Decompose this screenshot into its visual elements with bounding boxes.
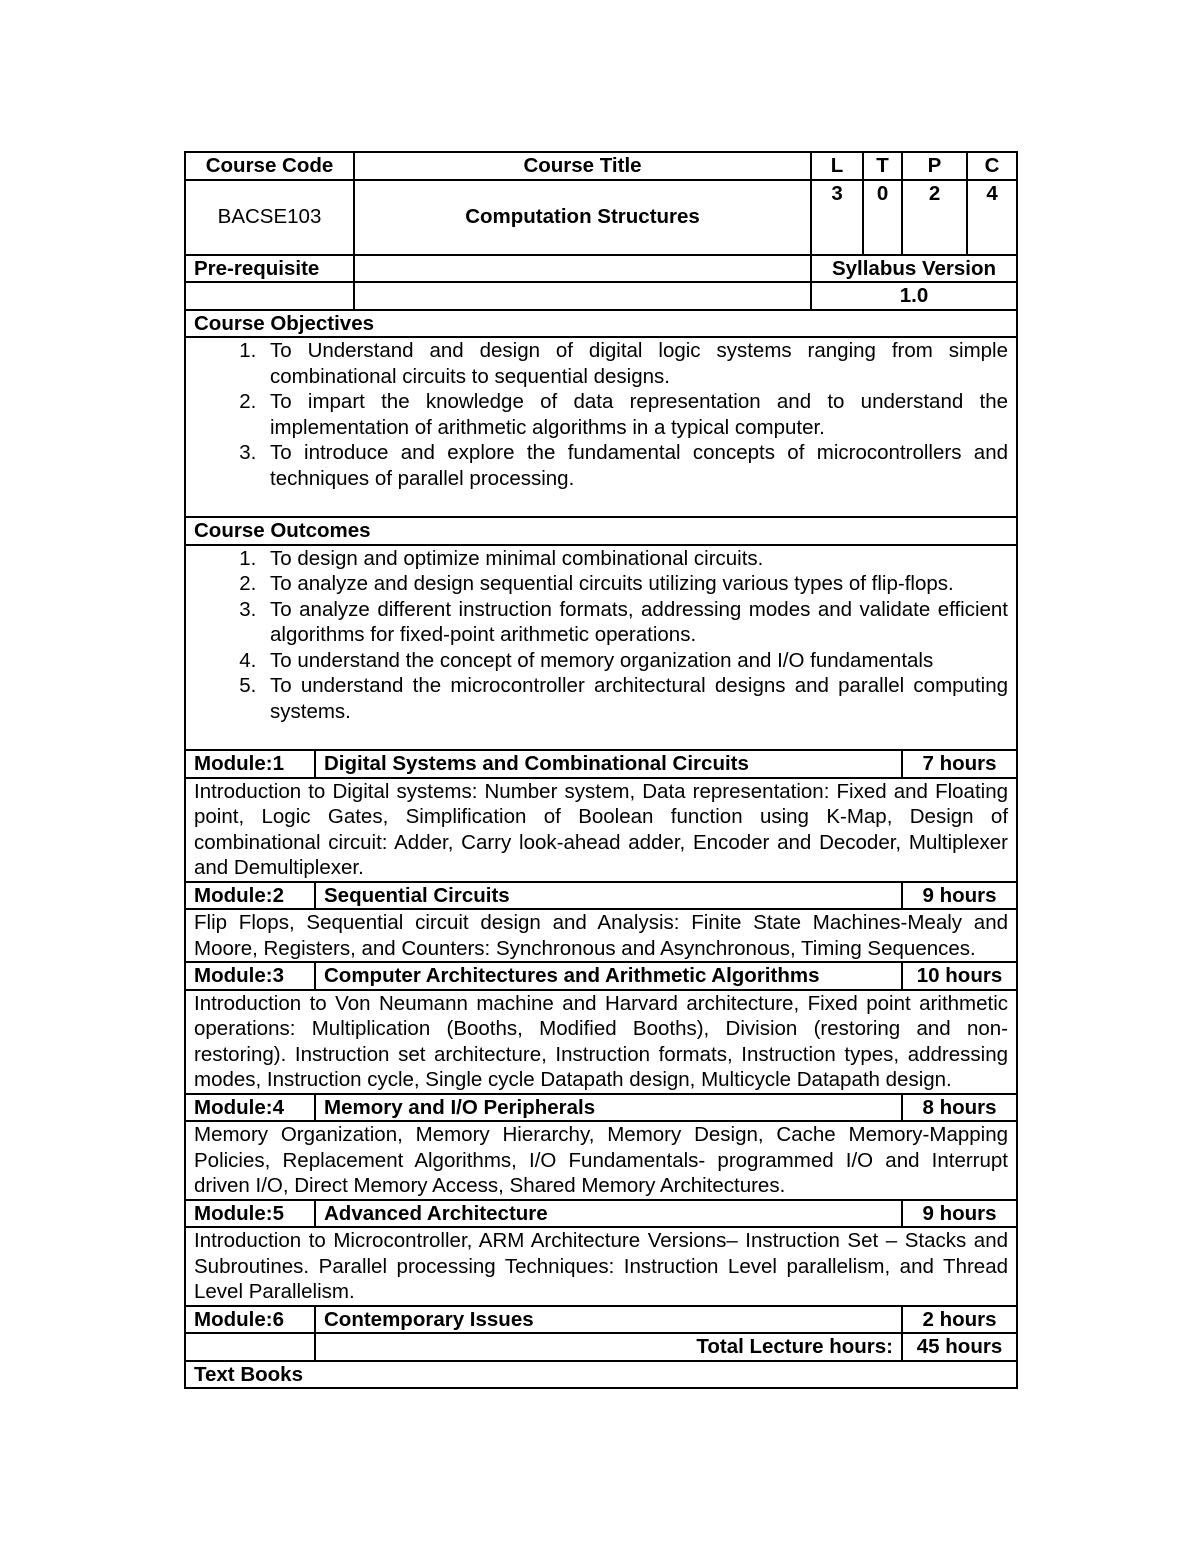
outcomes-heading: Course Outcomes bbox=[185, 517, 1017, 545]
module-hours: 2 hours bbox=[902, 1306, 1017, 1334]
module-header-row bbox=[185, 1200, 1017, 1228]
objective-item: 2. To impart the knowledge of data representation and to understand the implementation of arithmetic algorithms in a typical computer. bbox=[262, 389, 1008, 440]
module-header-row bbox=[185, 882, 1017, 910]
module-hours: 7 hours bbox=[902, 750, 1017, 778]
outcomes-list bbox=[194, 546, 1008, 725]
module-label: Module:5 bbox=[185, 1200, 315, 1228]
course-title: Computation Structures bbox=[354, 180, 811, 255]
syllabus-table bbox=[184, 151, 1018, 1389]
objectives-heading-row bbox=[185, 310, 1017, 338]
outcome-item: 2. To analyze and design sequential circuits utilizing various types of flip-flops. bbox=[262, 571, 1008, 597]
total-empty bbox=[185, 1333, 315, 1361]
module-title: Digital Systems and Combinational Circuits bbox=[315, 750, 902, 778]
objectives-cell bbox=[185, 337, 1017, 517]
module-title: Memory and I/O Peripherals bbox=[315, 1094, 902, 1122]
module-content: Memory Organization, Memory Hierarchy, Memory Design, Cache Memory-Mapping Policies, Replacement Algorithms, I/O Fundamentals- programmed I/O and Interrupt driven I/O, Direct Memory Access, Shared Memory Architectures. bbox=[185, 1121, 1017, 1200]
module-label: Module:4 bbox=[185, 1094, 315, 1122]
prereq-empty-2 bbox=[354, 282, 811, 310]
course-info-row bbox=[185, 180, 1017, 255]
module-content: Flip Flops, Sequential circuit design and Analysis: Finite State Machines-Mealy and Moore, Registers, and Counters: Synchronous and Asynchronous, Timing Sequences. bbox=[185, 909, 1017, 962]
p-label: P bbox=[902, 152, 967, 180]
c-value: 4 bbox=[967, 180, 1017, 255]
module-header-row bbox=[185, 1094, 1017, 1122]
module-content: Introduction to Von Neumann machine and Harvard architecture, Fixed point arithmetic operations: Multiplication (Booths, Modified Booths), Division (restoring and non-restoring). Instruction set architecture, Instruction formats, Instruction types, addressing modes, Instruction cycle, Single cycle Datapath design, Multicycle Datapath design. bbox=[185, 990, 1017, 1094]
module-header-row bbox=[185, 962, 1017, 990]
module-content-row bbox=[185, 1121, 1017, 1200]
l-value: 3 bbox=[811, 180, 863, 255]
total-hours: 45 hours bbox=[902, 1333, 1017, 1361]
syllabus-version: 1.0 bbox=[811, 282, 1017, 310]
module-title: Computer Architectures and Arithmetic Algorithms bbox=[315, 962, 902, 990]
l-label: L bbox=[811, 152, 863, 180]
module-title: Advanced Architecture bbox=[315, 1200, 902, 1228]
module-content-row bbox=[185, 778, 1017, 882]
module-content-row bbox=[185, 909, 1017, 962]
total-row bbox=[185, 1333, 1017, 1361]
module-content-row bbox=[185, 1227, 1017, 1306]
outcome-item: 3. To analyze different instruction formats, addressing modes and validate efficient algorithms for fixed-point arithmetic operations. bbox=[262, 597, 1008, 648]
course-title-label: Course Title bbox=[354, 152, 811, 180]
objectives-list bbox=[194, 338, 1008, 491]
module-hours: 10 hours bbox=[902, 962, 1017, 990]
module-hours: 8 hours bbox=[902, 1094, 1017, 1122]
module-label: Module:3 bbox=[185, 962, 315, 990]
outcomes-heading-row bbox=[185, 517, 1017, 545]
outcomes-row bbox=[185, 545, 1017, 751]
module-title: Contemporary Issues bbox=[315, 1306, 902, 1334]
outcome-item: 4. To understand the concept of memory organization and I/O fundamentals bbox=[262, 648, 1008, 674]
p-value: 2 bbox=[902, 180, 967, 255]
prereq-value bbox=[354, 255, 811, 283]
module-content: Introduction to Digital systems: Number system, Data representation: Fixed and Floating point, Logic Gates, Simplification of Boolean function using K-Map, Design of combinational circuit: Adder, Carry look-ahead adder, Encoder and Decoder, Multiplexer and Demultiplexer. bbox=[185, 778, 1017, 882]
module-hours: 9 hours bbox=[902, 1200, 1017, 1228]
version-row bbox=[185, 282, 1017, 310]
course-code-label: Course Code bbox=[185, 152, 354, 180]
text-books-heading: Text Books bbox=[185, 1361, 1017, 1389]
objective-item: 3. To introduce and explore the fundamental concepts of microcontrollers and techniques of parallel processing. bbox=[262, 440, 1008, 491]
prereq-empty bbox=[185, 282, 354, 310]
syllabus-page bbox=[184, 151, 1016, 1389]
prereq-label: Pre-requisite bbox=[185, 255, 354, 283]
c-label: C bbox=[967, 152, 1017, 180]
module-header-row bbox=[185, 750, 1017, 778]
module-hours: 9 hours bbox=[902, 882, 1017, 910]
objective-item: 1. To Understand and design of digital logic systems ranging from simple combinational circuits to sequential designs. bbox=[262, 338, 1008, 389]
objectives-row bbox=[185, 337, 1017, 517]
module-label: Module:1 bbox=[185, 750, 315, 778]
t-label: T bbox=[863, 152, 902, 180]
module-header-row bbox=[185, 1306, 1017, 1334]
module-content: Introduction to Microcontroller, ARM Architecture Versions– Instruction Set – Stacks and Subroutines. Parallel processing Techniques: Instruction Level parallelism, and Thread Level Parallelism. bbox=[185, 1227, 1017, 1306]
outcome-item: 5. To understand the microcontroller architectural designs and parallel computing systems. bbox=[262, 673, 1008, 724]
course-header-row bbox=[185, 152, 1017, 180]
course-code: BACSE103 bbox=[185, 180, 354, 255]
text-books-row bbox=[185, 1361, 1017, 1389]
module-label: Module:6 bbox=[185, 1306, 315, 1334]
module-title: Sequential Circuits bbox=[315, 882, 902, 910]
total-label: Total Lecture hours: bbox=[315, 1333, 902, 1361]
syllabus-version-label: Syllabus Version bbox=[811, 255, 1017, 283]
prereq-row bbox=[185, 255, 1017, 283]
outcomes-cell bbox=[185, 545, 1017, 751]
t-value: 0 bbox=[863, 180, 902, 255]
outcome-item: 1. To design and optimize minimal combinational circuits. bbox=[262, 546, 1008, 572]
module-content-row bbox=[185, 990, 1017, 1094]
objectives-heading: Course Objectives bbox=[185, 310, 1017, 338]
module-label: Module:2 bbox=[185, 882, 315, 910]
